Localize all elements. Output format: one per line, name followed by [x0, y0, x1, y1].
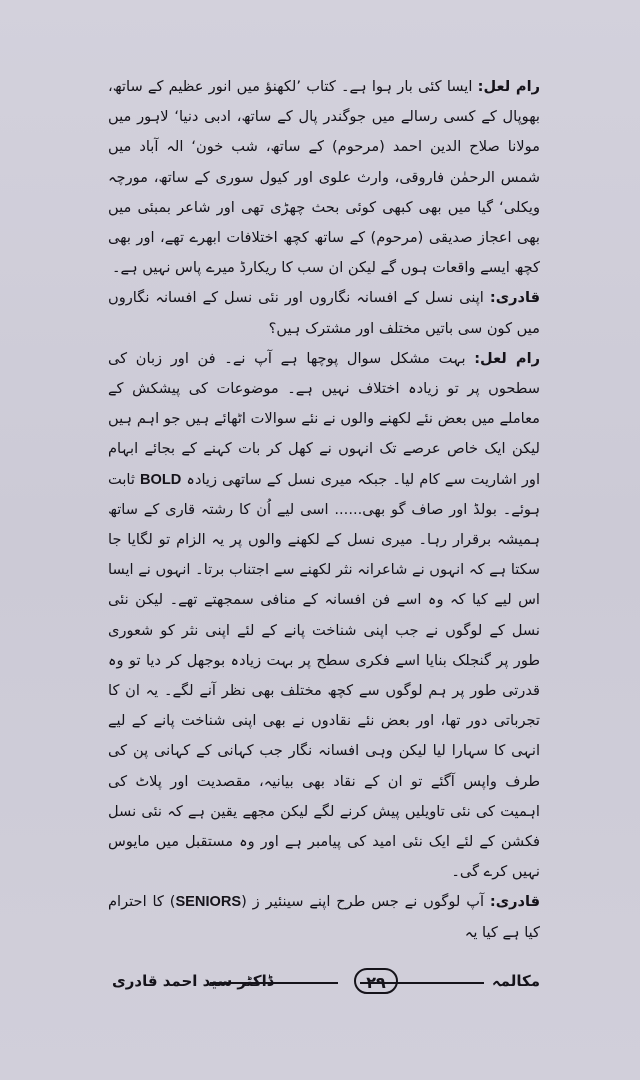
latin-term: SENIORS: [175, 894, 242, 911]
paragraph-text: آپ لوگوں نے جس طرح اپنے سینئیر ز (: [241, 893, 490, 911]
paragraph-text: اپنی نسل کے افسانہ نگاروں اور نئی نسل کے افسانہ نگاروں میں کون سی باتیں مختلف اور مشترک ہیں؟: [108, 289, 540, 337]
interview-text: [108, 72, 540, 948]
paragraph-text: ایسا کئی بار ہوا ہے۔ کتاب ’لکھنؤ میں انور عظیم کے ساتھ، بھوپال کے کسی رسالے میں جوگندر پال کے ساتھ، ادبی دنیا‘ لاہور میں مولانا صلاح الدین احمد (مرحوم) کے ساتھ، شب خون‘ الہ آباد میں شمس الرحمٰن فاروقی، وارث علوی اور کیول سوری کے ساتھ، مورچہ ویکلی‘ گیا میں بھی کبھی کوئی بحث چھڑی تھی اور شاعر بمبئی میں بھی اعجاز صدیقی (مرحوم) کے ساتھ کچھ اختلافات ابھرے تھے، اور بھی کچھ ایسے واقعات ہوں گے لیکن ان سب کا ریکارڈ میرے پاس نہیں ہے۔: [108, 78, 540, 277]
page-number: ۲۹: [354, 968, 398, 994]
paragraph-qadri-2: [108, 887, 540, 947]
journal-title: مکالمہ: [491, 972, 540, 990]
page-footer: [112, 968, 540, 996]
latin-term: BOLD: [139, 471, 182, 488]
paragraph-qadri-1: [108, 283, 540, 343]
speaker-label: قادری:: [489, 893, 540, 911]
speaker-label: رام لعل:: [474, 349, 540, 367]
speaker-label: رام لعل:: [477, 78, 540, 95]
paragraph-ramlal-2: [108, 344, 540, 888]
speaker-label: قادری:: [489, 289, 540, 307]
author-name: ڈاکٹر سید احمد قادری: [112, 972, 274, 990]
paragraph-text: ثابت ہوئے۔ بولڈ اور صاف گو بھی...... اسی لیے اُن کا رشتہ قاری کے ساتھ ہمیشہ برقرار رہا۔ میری نسل کے لکھنے والوں پر یہ الزام تو لگایا جا سکتا ہے کہ انہوں نے شاعرانہ نثر لکھنے سے اجتناب برتا۔ انہوں نے ایسا اس لیے کیا کہ وہ اسے فن افسانہ کے منافی سمجھتے تھے۔ لیکن نئی نسل کے لوگوں نے جب اپنی شناخت پانے کے لئے اپنی نثر کو شعوری طور پر گنجلک بنایا اسے فکری سطح پر بہت زیادہ بوجھل کر دیا تو وہ قدرتی طور پر ہم لوگوں سے کچھ مختلف بھی نظر آنے لگے۔ یہ ان کا تجرباتی دور تھا، اور بعض نئے نقادوں نے بھی اپنی شناخت پانے کے لیے انہی کا سہارا لیا لیکن وہی افسانہ نگار جب کہانی کے کہانی پن کی طرف واپس آگئے تو ان کے نقاد بھی بیانیہ، مقصدیت اور پلاٹ کی اہمیت کی نئی تاویلیں پیش کرنے لگے لیکن مجھے یقین ہے کہ نئی نسل فکشن کے لئے ایک نئی امید کی پیامبر ہے اور وہ مستقبل میں مایوس نہیں کرے گی۔: [108, 470, 540, 881]
paragraph-ramlal-1: [108, 72, 540, 283]
paragraph-text: بہت مشکل سوال پوچھا ہے آپ نے۔ فن اور زبان کی سطحوں پر تو زیادہ اختلاف نہیں ہے۔ موضوعات کی پیشکش کے معاملے میں بعض نئے لکھنے والوں نے نئے سوالات اٹھائے ہیں جو اہم ہیں لیکن ایک خاص عرصے تک انہوں نے کھل کر بات کہنے کے بجائے ابہام اور اشاریت سے کام لیا۔ جبکہ میری نسل کے ساتھی زیادہ: [108, 349, 540, 488]
paragraph-text: ) کا احترام کیا ہے کیا یہ: [108, 893, 540, 941]
